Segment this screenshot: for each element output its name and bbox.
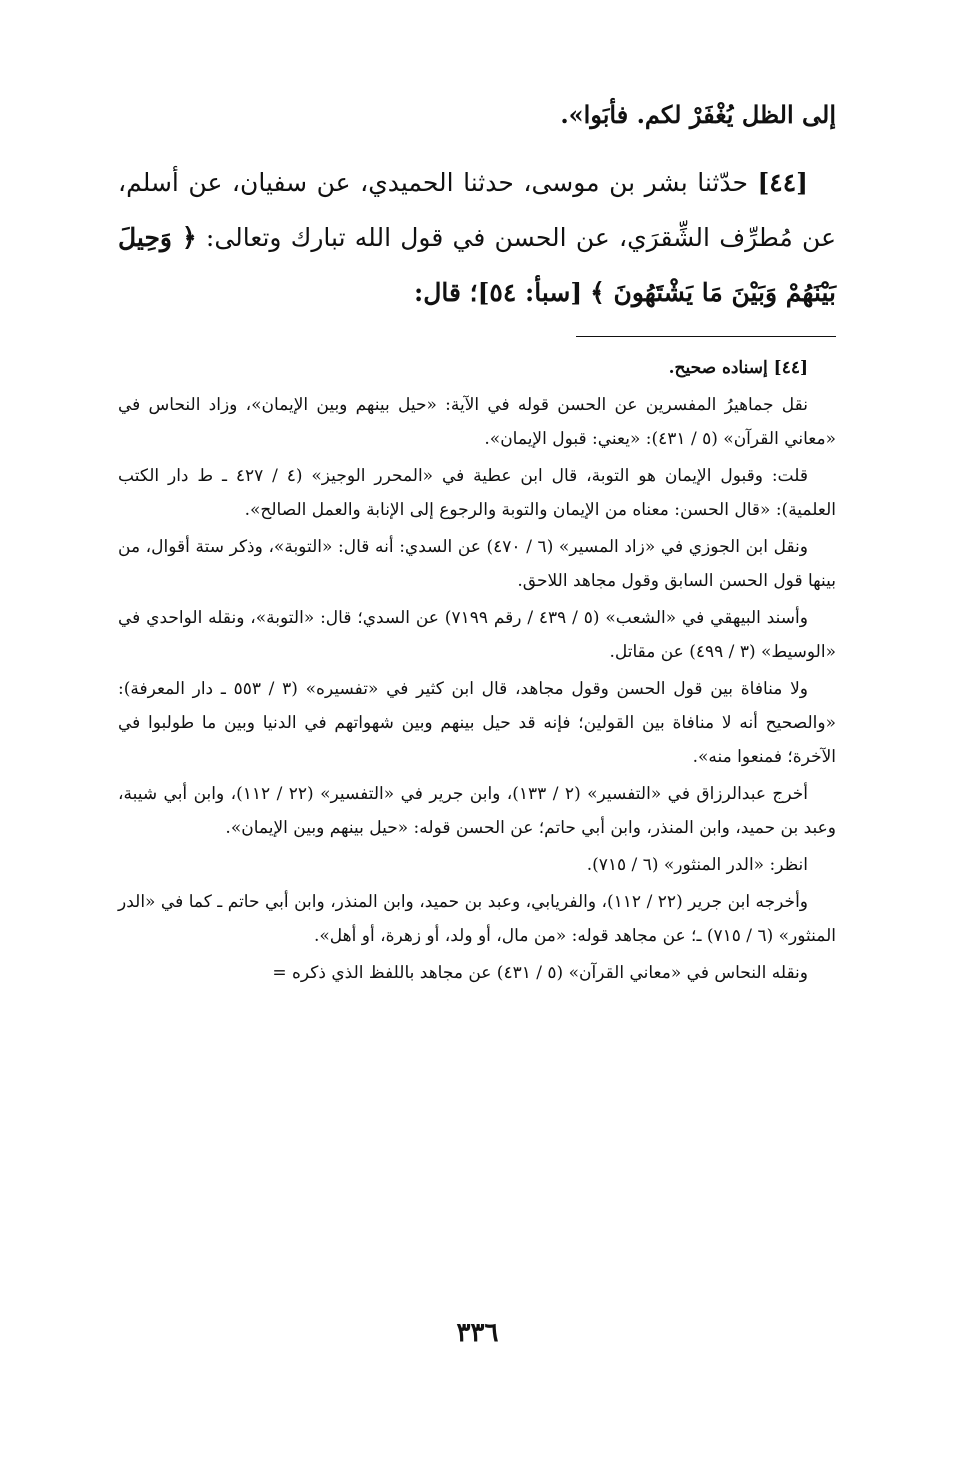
document-page — [118, 95, 836, 993]
footnote-heading: [٤٤] إسناده صحيح. — [668, 358, 808, 378]
footnote-paragraph: وأخرجه ابن جرير (٢٢ / ١١٢)، والفريابي، وعبد بن حميد، وابن المنذر، وابن أبي حاتم ـ كما في «الدر المنثور» (٦ / ٧١٥) ـ؛ عن مجاهد قوله: «من مال، أو ولد، أو زهرة، أو أهل». — [118, 892, 836, 946]
quran-verse: ﴿ وَحِيلَ بَيْنَهُمْ وَبَيْنَ مَا يَشْتَهُونَ ﴾ — [118, 223, 836, 307]
footnote-paragraph: نقل جماهيرُ المفسرين عن الحسن قوله في الآية: «حيل بينهم وبين الإيمان»، وزاد النحاس في «معاني القرآن» (٥ / ٤٣١): «يعني: قبول الإيمان». — [118, 395, 836, 449]
footnote-paragraph: ونقله النحاس في «معاني القرآن» (٥ / ٤٣١) عن مجاهد باللفظ الذي ذكره = — [272, 963, 808, 983]
hadith-paragraph — [118, 155, 836, 320]
footnote-paragraph: قلت: وقبول الإيمان هو التوبة، قال ابن عطية في «المحرر الوجيز» (٤ / ٤٢٧ ـ ط دار الكتب العلمية): «قال الحسن: معناه من الإيمان والتوبة والرجوع إلى الإنابة والعمل الصالح». — [118, 466, 836, 520]
footnote-paragraph: ونقل ابن الجوزي في «زاد المسير» (٦ / ٤٧٠) عن السدي: أنه قال: «التوبة»، وذكر ستة أقوال، من بينها قول الحسن السابق وقول مجاهد اللاحق. — [118, 537, 836, 591]
hadith-text: حدّثنا بشر بن موسى، حدثنا الحميدي، عن سفيان، عن أسلم، عن مُطرِّف الشِّقرَي، عن الحسن في قول الله تبارك وتعالى: — [118, 168, 836, 252]
footnote-divider — [576, 336, 836, 337]
footnote-paragraph: انظر: «الدر المنثور» (٦ / ٧١٥). — [586, 855, 808, 875]
footnote-paragraph: أخرج عبدالرزاق في «التفسير» (٢ / ١٣٣)، وابن جرير في «التفسير» (٢٢ / ١١٢)، وابن أبي شيبة، وعبد بن حميد، وابن المنذر، وابن أبي حاتم؛ عن الحسن قوله: «حيل بينهم وبين الإيمان». — [118, 784, 836, 838]
footnote-paragraph: وأسند البيهقي في «الشعب» (٥ / ٤٣٩ / رقم ٧١٩٩) عن السدي؛ قال: «التوبة»، ونقله الواحدي في «الوسيط» (٣ / ٤٩٩) عن مقاتل. — [118, 608, 836, 662]
continuation-line: إلى الظل يُغْفَرْ لكم. فأبَوا». — [560, 100, 836, 129]
page-number: ٣٣٦ — [456, 1318, 499, 1348]
quran-reference: [سبأ: ٥٤]؛ قال: — [413, 278, 583, 307]
footnotes — [118, 351, 836, 990]
hadith-number: [٤٤] — [757, 168, 808, 197]
main-text — [118, 95, 836, 320]
footnote-paragraph: ولا منافاة بين قول الحسن وقول مجاهد، قال ابن كثير في «تفسيره» (٣ / ٥٥٣ ـ دار المعرفة): «والصحيح أنه لا منافاة بين القولين؛ فإنه قد حيل بينهم وبين شهواتهم في الدنيا وبين ما طولبوا في الآخرة؛ فمنعوا منه». — [118, 679, 836, 767]
